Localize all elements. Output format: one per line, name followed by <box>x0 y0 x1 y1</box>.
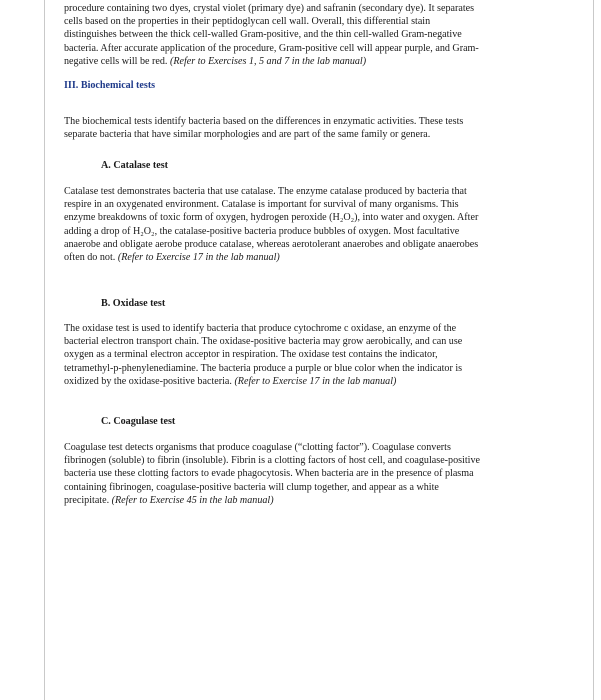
document-page <box>44 0 594 700</box>
oxidase-title: B. Oxidase test <box>101 298 166 309</box>
catalase-line: Catalase test demonstrates bacteria that use catalase. The enzyme catalase produced by bacteria that <box>64 186 467 197</box>
section-intro-line: separate bacteria that have similar morphologies and are part of the same family or genera. <box>64 129 431 141</box>
section-intro-line: The biochemical tests identify bacteria based on the differences in enzymatic activities. These tests <box>64 116 464 127</box>
intro-line: distinguishes between the thick cell-walled Gram-positive, and the thin cell-walled Gram-negative <box>64 29 462 41</box>
intro-line: cells based on the properties in their peptidoglycan cell wall. Overall, this differential stain <box>64 16 431 28</box>
catalase-line: enzyme breakdowns of toxic form of oxygen, hydrogen peroxide (H₂O₂), into water and oxygen. After <box>64 212 479 224</box>
coagulase-line: bacteria use these clotting factors to evade phagocytosis. When bacteria are in the presence of plasma <box>64 468 474 480</box>
catalase-line: often do not. <box>64 252 116 264</box>
catalase-paragraph <box>64 185 536 264</box>
oxidase-line: tetramethyl-p-phenylenediamine. The bacteria produce a purple or blue color when the indicator is <box>64 362 463 374</box>
coagulase-paragraph <box>64 441 536 507</box>
coagulase-line: containing fibrinogen, coagulase-positive bacteria will clump together, and appear as a white <box>64 481 439 493</box>
intro-line: bacteria. After accurate application of the procedure, Gram-positive cell will appear purple, and Gram- <box>64 42 479 54</box>
coagulase-line: fibrinogen (soluble) to fibrin (insoluble). Fibrin is a clotting factors of host cell, and coagulase-positive <box>64 455 480 467</box>
oxidase-line: The oxidase test is used to identify bacteria that produce cytochrome c oxidase, an enzyme of the <box>64 323 457 334</box>
oxidase-reference: (Refer to Exercise 17 in the lab manual) <box>234 375 397 387</box>
coagulase-reference: (Refer to Exercise 45 in the lab manual) <box>111 494 274 506</box>
coagulase-title: C. Coagulase test <box>101 416 176 427</box>
section-intro <box>64 115 536 141</box>
oxidase-line: oxidized by the oxidase-positive bacteria. <box>64 375 232 387</box>
intro-reference: (Refer to Exercises 1, 5 and 7 in the lab manual) <box>169 55 367 67</box>
intro-line: procedure containing two dyes, crystal violet (primary dye) and safranin (secondary dye). It separates <box>64 3 475 14</box>
oxidase-line: oxygen as a terminal electron acceptor in respiration. The oxidase test contains the indicator, <box>64 349 438 361</box>
catalase-line: adding a drop of H₂O₂, the catalase-positive bacteria produce bubbles of oxygen. Most facultative <box>64 225 460 237</box>
catalase-line: anaerobe and obligate aerobe produce catalase, whereas aerotolerant anaerobes and obligate anaerobes <box>64 238 479 250</box>
oxidase-paragraph <box>64 322 536 388</box>
intro-line: negative cells will be red. <box>64 55 168 67</box>
intro-paragraph <box>64 2 536 68</box>
oxidase-line: bacterial electron transport chain. The oxidase-positive bacteria may grow aerobically, and can use <box>64 336 463 348</box>
catalase-line: respire in an oxygenated environment. Catalase is important for survival of many organisms. This <box>64 199 459 211</box>
section-title: III. Biochemical tests <box>64 80 156 91</box>
coagulase-line: precipitate. <box>64 494 110 506</box>
catalase-reference: (Refer to Exercise 17 in the lab manual) <box>117 252 280 264</box>
coagulase-line: Coagulase test detects organisms that produce coagulase (“clotting factor”). Coagulase converts <box>64 442 451 453</box>
catalase-title: A. Catalase test <box>101 160 168 171</box>
